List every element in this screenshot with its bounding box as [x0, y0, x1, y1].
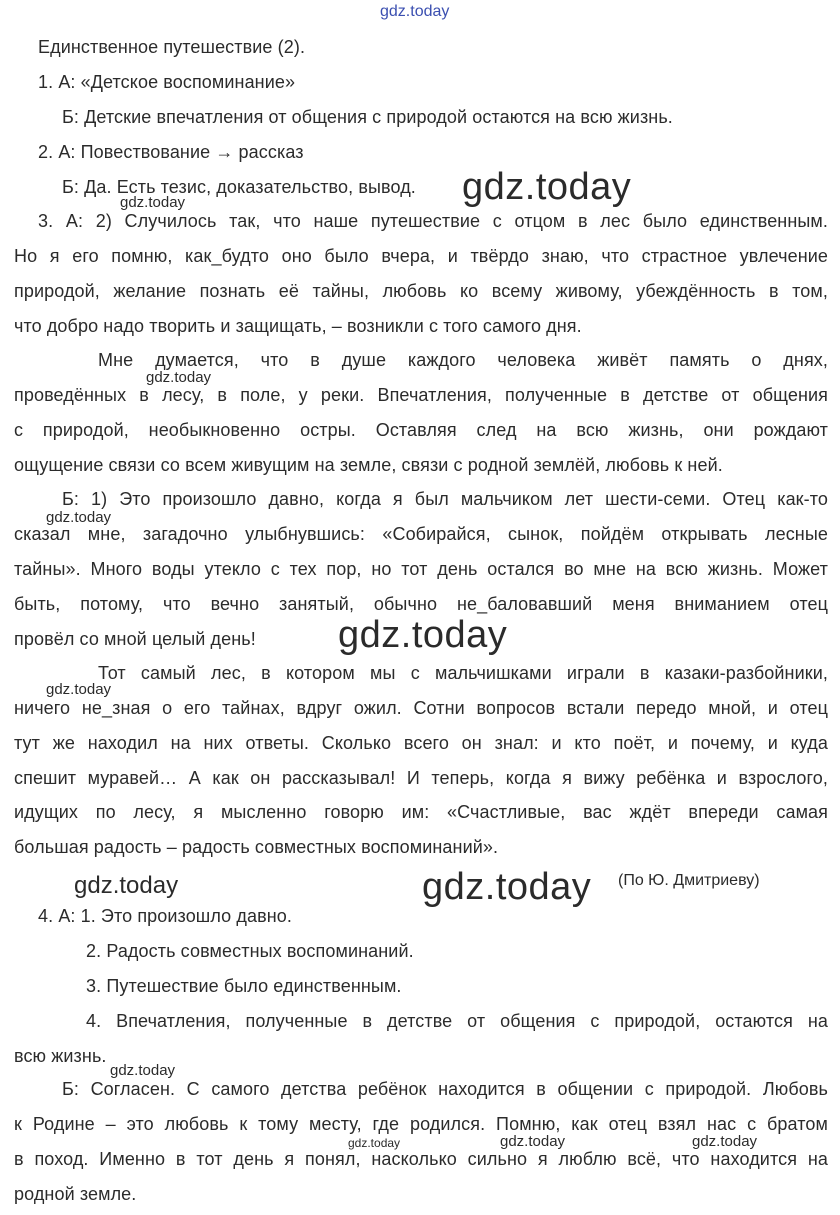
text-line: родной земле. [14, 1184, 137, 1204]
task1-answer-a: 1. А: «Детское воспоминание» [38, 72, 296, 92]
task4-answer-a2: 2. Радость совместных воспоминаний. [86, 941, 414, 961]
watermark: gdz.today [348, 1136, 401, 1150]
text-line: с природой, необыкновенно остры. Оставляя след на всю жизнь, они рождают [14, 420, 828, 440]
author-attribution: (По Ю. Дмитриеву) [618, 872, 760, 889]
text-line: Б: 1) Это произошло давно, когда я был мальчиком лет шести-семи. Отец как-то [62, 489, 828, 509]
watermark: gdz.today [380, 3, 450, 20]
text-line: Б: Согласен. С самого детства ребёнок находится в общении с природой. Любовь [62, 1079, 828, 1099]
text-line: к Родине – это любовь к тому месту, где родился. Помню, как отец взял нас с братом [14, 1114, 828, 1134]
task2-answer-b: Б: Да. Есть тезис, доказательство, вывод. [62, 177, 416, 197]
watermark: gdz.today [46, 681, 112, 698]
task4-answer-a4-cont: всю жизнь. [14, 1046, 107, 1066]
text-line: Мне думается, что в душе каждого человека живёт память о днях, [98, 350, 828, 370]
watermark: gdz.today [462, 166, 632, 208]
task4-answer-a3: 3. Путешествие было единственным. [86, 976, 402, 996]
watermark: gdz.today [146, 369, 212, 386]
text-line: природой, желание познать её тайны, любовь ко всему живому, убеждённость в том, [14, 281, 828, 301]
task4-answer-a1: 4. А: 1. Это произошло давно. [38, 906, 292, 926]
task1-answer-b: Б: Детские впечатления от общения с природой остаются на всю жизнь. [62, 107, 673, 127]
text-line: спешит муравей… А как он рассказывал! И теперь, когда я вижу ребёнка и взрослого, [14, 768, 828, 788]
watermark: gdz.today [120, 194, 186, 211]
watermark: gdz.today [422, 866, 592, 908]
watermark: gdz.today [692, 1133, 758, 1150]
watermark: gdz.today [110, 1062, 176, 1079]
text-line: в поход. Именно в тот день я понял, насколько сильно я люблю всё, что находится на [14, 1149, 828, 1169]
watermark: gdz.today [338, 614, 508, 656]
text-line: тайны». Много воды утекло с тех пор, но тот день остался во мне на всю жизнь. Может [14, 559, 828, 579]
text-line: Но я его помню, как_будто оно было вчера, и твёрдо знаю, что страстное увлечение [14, 246, 828, 266]
task2-answer-a: 2. А: Повествование → рассказ [38, 142, 304, 162]
text-line: сказал мне, загадочно улыбнувшись: «Собирайся, сынок, пойдём открывать лесные [14, 524, 828, 544]
text-line: ощущение связи со всем живущим на земле, связи с родной землёй, любовь к ней. [14, 455, 723, 475]
text-line: идущих по лесу, я мысленно говорю им: «Счастливые, вас ждёт впереди самая [14, 802, 828, 822]
document-title: Единственное путешествие (2). [38, 37, 306, 57]
task4-answer-a4: 4. Впечатления, полученные в детстве от общения с природой, остаются на [86, 1011, 828, 1031]
text-line: что добро надо творить и защищать, – возникли с того самого дня. [14, 316, 582, 336]
text-line: провёл со мной целый день! [14, 629, 256, 649]
text-line: Тот самый лес, в котором мы с мальчишками играли в казаки-разбойники, [98, 663, 828, 683]
watermark: gdz.today [74, 872, 179, 899]
watermark: gdz.today [500, 1133, 566, 1150]
text-line: большая радость – радость совместных воспоминаний». [14, 837, 499, 857]
text-line: ничего не_зная о его тайнах, вдруг ожил. Сотни вопросов встали передо мной, и отец [14, 698, 828, 718]
text-line: проведённых в лесу, в поле, у реки. Впечатления, полученные в детстве от общения [14, 385, 828, 405]
text-line: быть, потому, что вечно занятый, обычно не_баловавший меня вниманием отец [14, 594, 828, 614]
text-line: 3. А: 2) Случилось так, что наше путешествие с отцом в лес было единственным. [38, 211, 828, 231]
text-line: тут же находил на них ответы. Сколько всего он знал: и кто поёт, и почему, и куда [14, 733, 828, 753]
watermark: gdz.today [46, 509, 112, 526]
